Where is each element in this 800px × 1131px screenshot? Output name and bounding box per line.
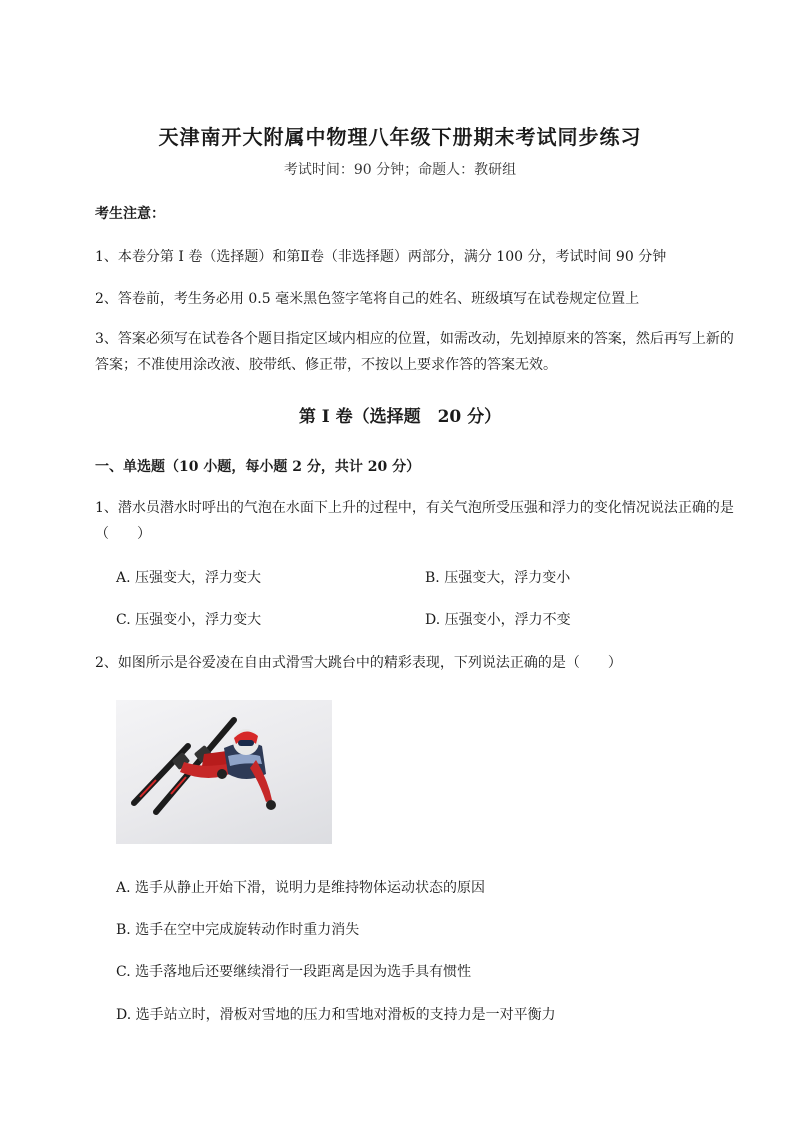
notice-heading: 考生注意： xyxy=(95,206,165,222)
question-1-option-c: C. 压强变小，浮力变大 xyxy=(116,612,262,628)
notice-item-3: 3、答案必须写在试卷各个题目指定区域内相应的位置，如需改动，先划掉原来的答案，然后再写上新的答案；不准使用涂改液、胶带纸、修正带，不按以上要求作答的答案无效。 xyxy=(95,331,734,373)
question-1-option-a: A. 压强变大，浮力变大 xyxy=(116,570,262,586)
question-2-option-c: C. 选手落地后还要继续滑行一段距离是因为选手具有惯性 xyxy=(116,964,472,980)
part-heading: 一、单选题（10 小题，每小题 2 分，共计 20 分） xyxy=(95,459,421,475)
notice-item-2: 2、答卷前，考生务必用 0.5 毫米黑色签字笔将自己的姓名、班级填写在试卷规定位置上 xyxy=(95,291,640,307)
section-title: 第 I 卷（选择题 20 分） xyxy=(298,407,502,427)
question-2-option-b: B. 选手在空中完成旋转动作时重力消失 xyxy=(116,922,360,938)
notice-item-1: 1、本卷分第 I 卷（选择题）和第Ⅱ卷（非选择题）两部分，满分 100 分，考试时间 90 分钟 xyxy=(95,249,667,265)
skier-photo xyxy=(116,700,332,844)
question-1-option-d: D. 压强变小，浮力不变 xyxy=(425,612,571,628)
question-2-option-d: D. 选手站立时，滑板对雪地的压力和雪地对滑板的支持力是一对平衡力 xyxy=(116,1007,556,1023)
question-1-stem: 1、潜水员潜水时呼出的气泡在水面下上升的过程中，有关气泡所受压强和浮力的变化情况说法正确的是（ ） xyxy=(95,500,734,542)
exam-title: 天津南开大附属中物理八年级下册期末考试同步练习 xyxy=(158,125,642,149)
exam-subtitle: 考试时间：90 分钟；命题人：教研组 xyxy=(283,162,517,178)
question-2-option-a: A. 选手从静止开始下滑，说明力是维持物体运动状态的原因 xyxy=(116,880,486,896)
question-2-stem: 2、如图所示是谷爱凌在自由式滑雪大跳台中的精彩表现，下列说法正确的是（ ） xyxy=(95,655,622,671)
question-1-option-b: B. 压强变大，浮力变小 xyxy=(425,570,571,586)
